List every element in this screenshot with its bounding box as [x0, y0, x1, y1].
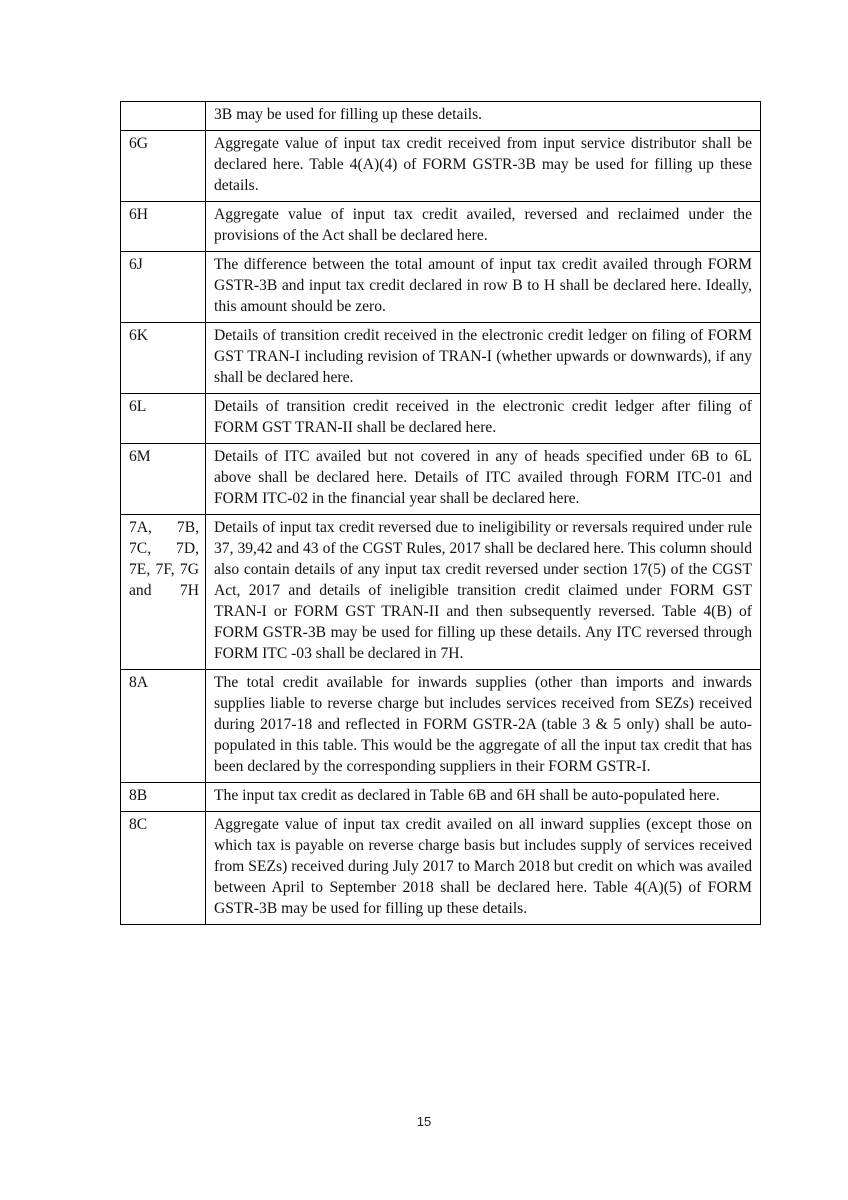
row-description-cell: Aggregate value of input tax credit availed, reversed and reclaimed under the provisions of the Act shall be declared here. [206, 202, 761, 252]
table-row [121, 670, 761, 783]
table-row [121, 394, 761, 444]
row-code-cell: 6M [121, 444, 206, 515]
table-row [121, 515, 761, 670]
table-row [121, 202, 761, 252]
row-description-cell: Details of transition credit received in the electronic credit ledger after filing of FORM GST TRAN-II shall be declared here. [206, 394, 761, 444]
table-row [121, 444, 761, 515]
row-description-cell: Aggregate value of input tax credit availed on all inward supplies (except those on which tax is payable on reverse charge basis but includes supply of services received from SEZs) received during July 2017 to March 2018 but credit on which was availed between April to September 2018 shall be declared here. Table 4(A)(5) of FORM GSTR-3B may be used for filling up these details. [206, 812, 761, 925]
row-description-cell: The input tax credit as declared in Table 6B and 6H shall be auto-populated here. [206, 783, 761, 812]
page-number: 15 [416, 1114, 432, 1129]
row-code-cell: 7A, 7B, 7C, 7D, 7E, 7F, 7G and 7H [121, 515, 206, 670]
row-description-cell: The total credit available for inwards supplies (other than imports and inwards supplies liable to reverse charge but includes services received from SEZs) received during 2017-18 and reflected in FORM GSTR-2A (table 3 & 5 only) shall be auto-populated in this table. This would be the aggregate of all the input tax credit that has been declared by the corresponding suppliers in their FORM GSTR-I. [206, 670, 761, 783]
table-row [121, 812, 761, 925]
row-code-cell [121, 102, 206, 131]
row-description-cell: The difference between the total amount of input tax credit availed through FORM GSTR-3B and input tax credit declared in row B to H shall be declared here. Ideally, this amount should be zero. [206, 252, 761, 323]
row-code-cell: 6H [121, 202, 206, 252]
table-row [121, 252, 761, 323]
row-code-cell: 8C [121, 812, 206, 925]
table-row [121, 131, 761, 202]
row-code-cell: 6K [121, 323, 206, 394]
row-description-cell: Details of ITC availed but not covered in any of heads specified under 6B to 6L above shall be declared here. Details of ITC availed through FORM ITC-01 and FORM ITC-02 in the financial year shall be declared here. [206, 444, 761, 515]
row-code-cell: 6G [121, 131, 206, 202]
row-description-cell: Details of transition credit received in the electronic credit ledger on filing of FORM GST TRAN-I including revision of TRAN-I (whether upwards or downwards), if any shall be declared here. [206, 323, 761, 394]
row-code-cell: 8A [121, 670, 206, 783]
row-code-cell: 6J [121, 252, 206, 323]
table-row [121, 323, 761, 394]
table-row [121, 783, 761, 812]
row-description-cell: Details of input tax credit reversed due to ineligibility or reversals required under rule 37, 39,42 and 43 of the CGST Rules, 2017 shall be declared here. This column should also contain details of any input tax credit reversed under section 17(5) of the CGST Act, 2017 and details of ineligible transition credit claimed under FORM GST TRAN-I or FORM GST TRAN-II and then subsequently reversed. Table 4(B) of FORM GSTR-3B may be used for filling up these details. Any ITC reversed through FORM ITC -03 shall be declared in 7H. [206, 515, 761, 670]
row-description-cell: 3B may be used for filling up these details. [206, 102, 761, 131]
row-description-cell: Aggregate value of input tax credit received from input service distributor shall be declared here. Table 4(A)(4) of FORM GSTR-3B may be used for filling up these details. [206, 131, 761, 202]
row-code-cell: 8B [121, 783, 206, 812]
table-row [121, 102, 761, 131]
row-code-cell: 6L [121, 394, 206, 444]
instructions-table [120, 101, 761, 925]
